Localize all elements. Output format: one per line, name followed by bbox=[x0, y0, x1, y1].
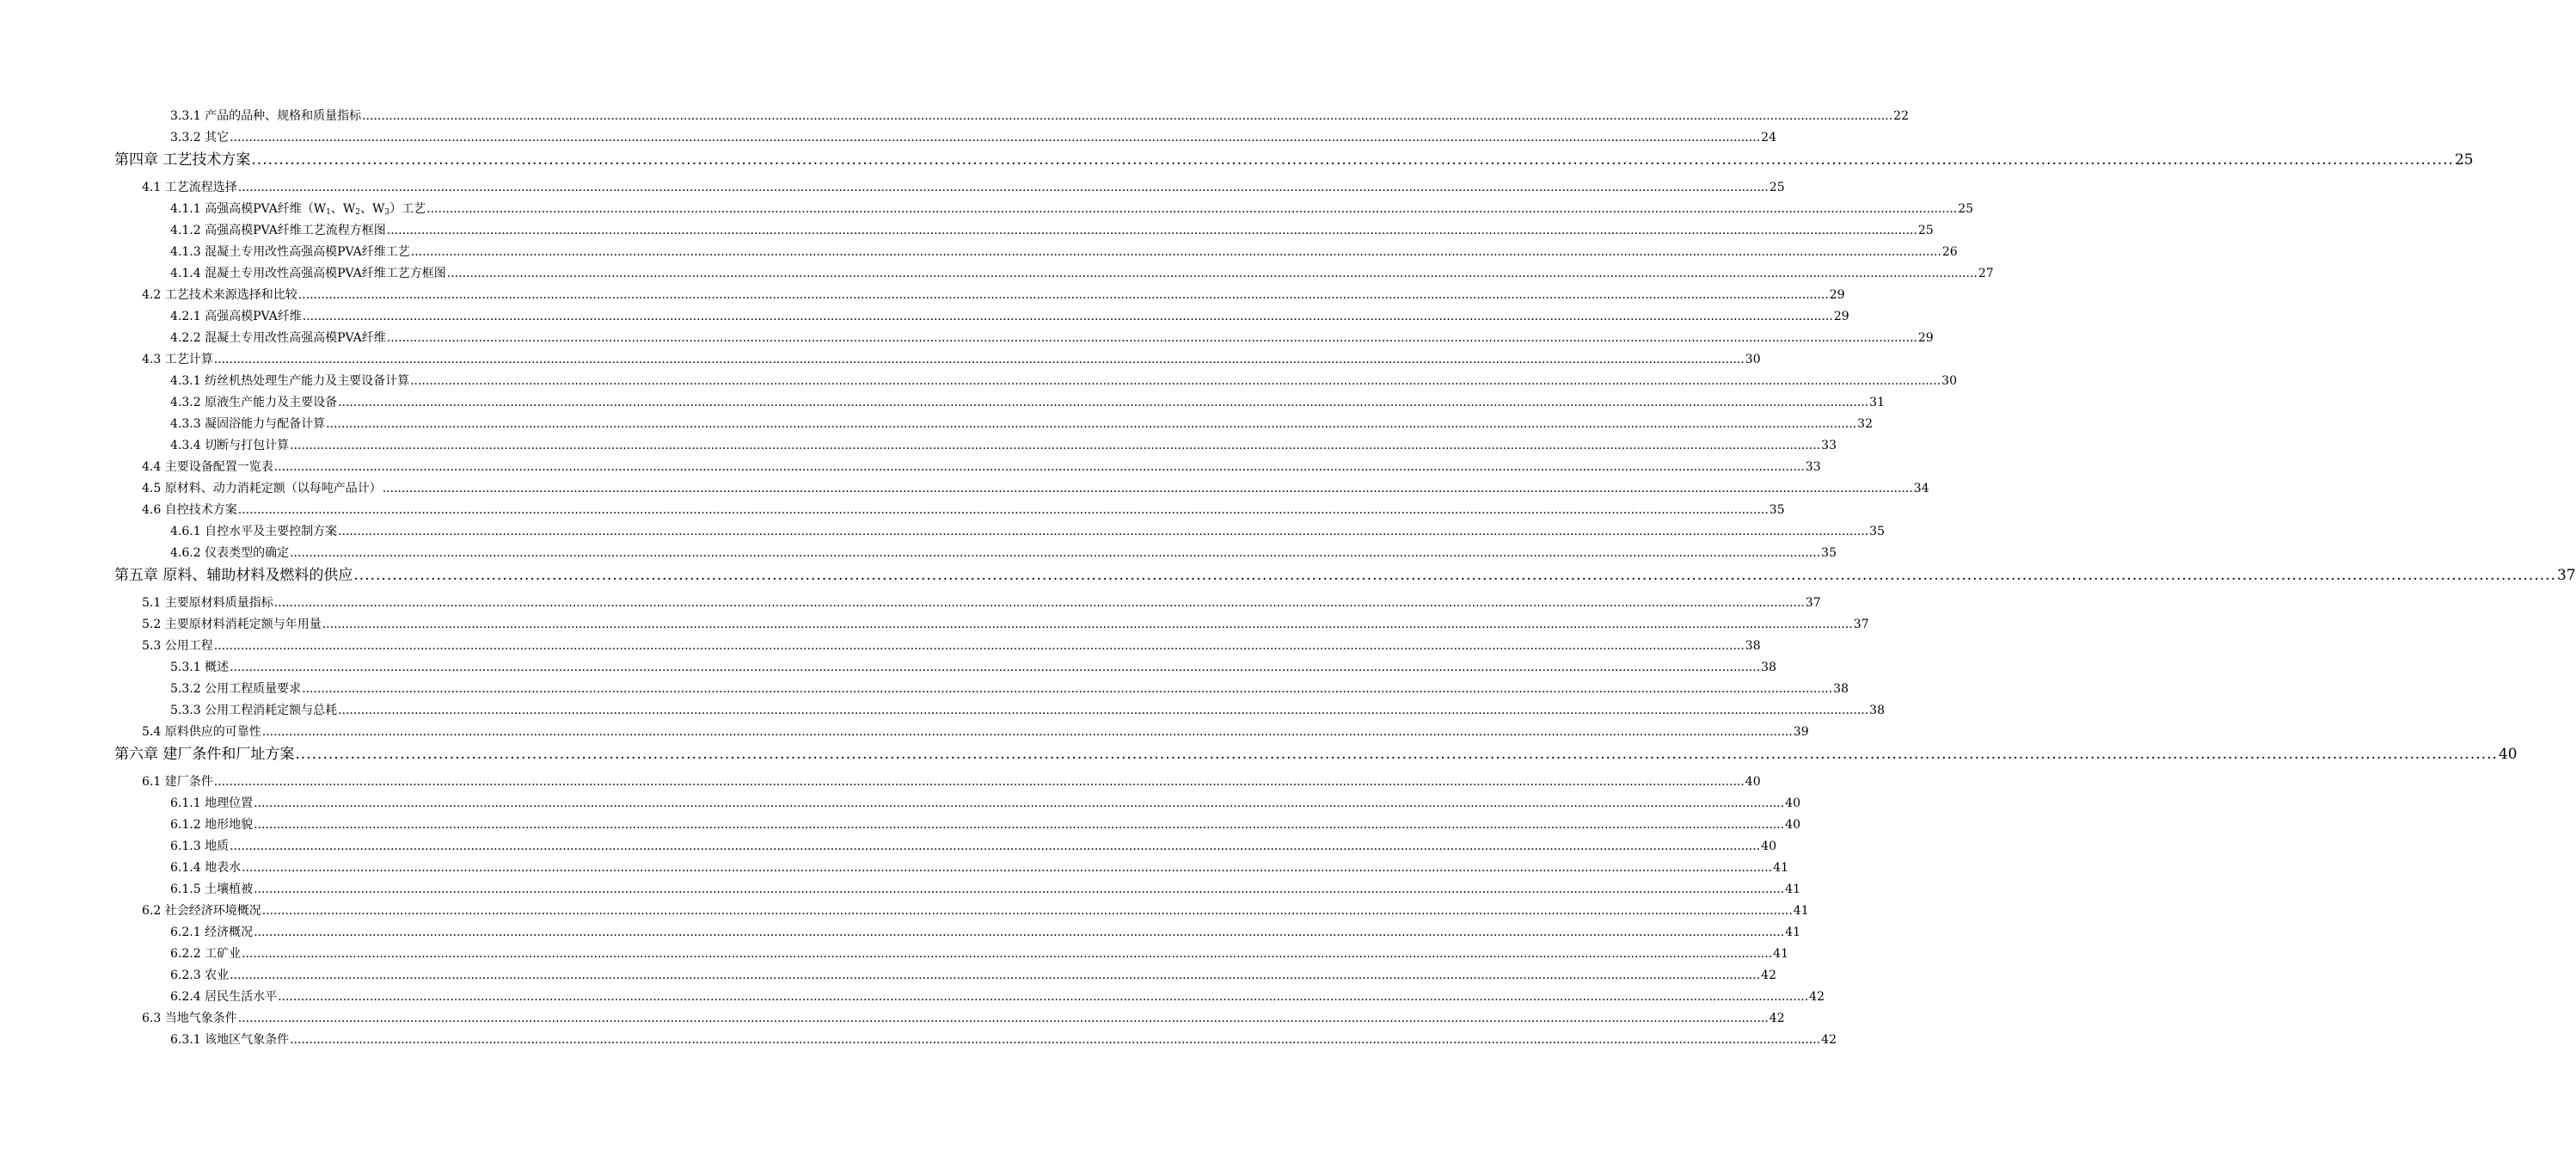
toc-page-number: 37 bbox=[1805, 596, 1821, 610]
toc-entry[interactable] bbox=[170, 131, 1776, 144]
toc-page-number: 34 bbox=[1913, 482, 1929, 495]
toc-page-number: 24 bbox=[1761, 131, 1776, 144]
toc-leader-dots: ................................................................................................................................................................................................................................................................................................................................................................................................................ bbox=[362, 109, 1893, 123]
toc-entry-title: 5.2 主要原材料消耗定额与年用量 bbox=[142, 618, 322, 631]
toc-leader-dots: ................................................................................................................................................................................................................................................................................................................................................................................................................ bbox=[230, 839, 1761, 853]
toc-leader-dots: ................................................................................................................................................................................................................................................................................................................................................................................................................ bbox=[213, 775, 1745, 789]
toc-page-number: 32 bbox=[1857, 417, 1873, 431]
toc-leader-dots: ................................................................................................................................................................................................................................................................................................................................................................................................................ bbox=[295, 746, 2498, 763]
toc-entry[interactable] bbox=[170, 245, 1958, 259]
toc-page-number: 39 bbox=[1793, 725, 1809, 739]
toc-leader-dots: ................................................................................................................................................................................................................................................................................................................................................................................................................ bbox=[230, 968, 1761, 982]
toc-leader-dots: ................................................................................................................................................................................................................................................................................................................................................................................................................ bbox=[446, 267, 1978, 280]
toc-leader-dots: ................................................................................................................................................................................................................................................................................................................................................................................................................ bbox=[273, 460, 1805, 474]
toc-entry[interactable] bbox=[170, 947, 1788, 961]
toc-entry[interactable] bbox=[142, 904, 1809, 918]
toc-page-number: 41 bbox=[1785, 882, 1800, 896]
toc-entry[interactable] bbox=[142, 725, 1809, 739]
toc-chapter-entry[interactable] bbox=[114, 567, 2576, 584]
toc-entry[interactable] bbox=[170, 396, 1885, 409]
toc-page-number: 38 bbox=[1745, 639, 1761, 653]
toc-leader-dots: ................................................................................................................................................................................................................................................................................................................................................................................................................ bbox=[426, 202, 1958, 216]
toc-leader-dots: ................................................................................................................................................................................................................................................................................................................................................................................................................ bbox=[213, 353, 1745, 366]
toc-entry-title: 6.2.4 居民生活水平 bbox=[170, 990, 278, 1004]
toc-page-number: 25 bbox=[1917, 224, 1934, 237]
toc-page-number: 35 bbox=[1769, 503, 1785, 517]
toc-page-number: 40 bbox=[1785, 796, 1800, 810]
toc-entry-title: 5.3.1 概述 bbox=[170, 661, 230, 674]
toc-entry-title: 6.1.1 地理位置 bbox=[170, 796, 254, 810]
toc-entry[interactable] bbox=[170, 310, 1849, 323]
toc-page-number: 33 bbox=[1805, 460, 1821, 474]
toc-leader-dots: ................................................................................................................................................................................................................................................................................................................................................................................................................ bbox=[322, 618, 1853, 631]
toc-entry[interactable] bbox=[142, 353, 1761, 366]
toc-entry-title: 4.6.2 仪表类型的确定 bbox=[170, 546, 290, 560]
toc-entry[interactable] bbox=[142, 775, 1761, 789]
toc-entry-title: 4.4 主要设备配置一览表 bbox=[142, 460, 273, 474]
toc-leader-dots: ................................................................................................................................................................................................................................................................................................................................................................................................................ bbox=[290, 1033, 1821, 1047]
toc-page-number: 29 bbox=[1833, 310, 1849, 323]
toc-entry-title: 6.1.4 地表水 bbox=[170, 861, 242, 875]
toc-entry[interactable] bbox=[170, 202, 1974, 217]
toc-leader-dots: ................................................................................................................................................................................................................................................................................................................................................................................................................ bbox=[261, 725, 1793, 739]
toc-entry-title: 4.3 工艺计算 bbox=[142, 353, 213, 366]
toc-page-number: 35 bbox=[1821, 546, 1837, 560]
toc-leader-dots: ................................................................................................................................................................................................................................................................................................................................................................................................................ bbox=[278, 990, 1809, 1004]
toc-entry-title: 6.2.1 经济概况 bbox=[170, 925, 254, 939]
toc-entry[interactable] bbox=[170, 546, 1837, 560]
toc-leader-dots: ................................................................................................................................................................................................................................................................................................................................................................................................................ bbox=[382, 482, 1913, 495]
toc-entry-title: 3.3.2 其它 bbox=[170, 131, 230, 144]
toc-page-number: 42 bbox=[1761, 968, 1776, 982]
toc-entry-title: 6.2.3 农业 bbox=[170, 968, 230, 982]
toc-leader-dots: ................................................................................................................................................................................................................................................................................................................................................................................................................ bbox=[242, 947, 1773, 961]
toc-entry[interactable] bbox=[170, 417, 1873, 431]
toc-entry[interactable] bbox=[170, 374, 1957, 388]
toc-leader-dots: ................................................................................................................................................................................................................................................................................................................................................................................................................ bbox=[326, 417, 1857, 431]
toc-entry[interactable] bbox=[170, 331, 1934, 345]
toc-entry-title: 4.6 自控技术方案 bbox=[142, 503, 237, 517]
toc-leader-dots: ................................................................................................................................................................................................................................................................................................................................................................................................................ bbox=[302, 310, 1833, 323]
toc-page-number: 38 bbox=[1761, 661, 1776, 674]
toc-leader-dots: ................................................................................................................................................................................................................................................................................................................................................................................................................ bbox=[230, 661, 1761, 674]
toc-entry-title: 6.2 社会经济环境概况 bbox=[142, 904, 261, 918]
toc-leader-dots: ................................................................................................................................................................................................................................................................................................................................................................................................................ bbox=[410, 245, 1941, 259]
toc-page-number: 41 bbox=[1785, 925, 1800, 939]
toc-entry-title: 6.3.1 该地区气象条件 bbox=[170, 1033, 290, 1047]
toc-page-number: 40 bbox=[1785, 818, 1800, 832]
toc-entry-title: 4.6.1 自控水平及主要控制方案 bbox=[170, 525, 338, 538]
toc-leader-dots: ................................................................................................................................................................................................................................................................................................................................................................................................................ bbox=[254, 882, 1785, 896]
toc-leader-dots: ................................................................................................................................................................................................................................................................................................................................................................................................................ bbox=[254, 925, 1785, 939]
toc-page-number: 31 bbox=[1869, 396, 1885, 409]
toc-leader-dots: ................................................................................................................................................................................................................................................................................................................................................................................................................ bbox=[290, 439, 1821, 452]
toc-leader-dots: ................................................................................................................................................................................................................................................................................................................................................................................................................ bbox=[297, 288, 1829, 302]
toc-page-number: 33 bbox=[1821, 439, 1837, 452]
toc-entry[interactable] bbox=[170, 109, 1909, 123]
toc-entry-title: 5.3.3 公用工程消耗定额与总耗 bbox=[170, 704, 338, 717]
toc-entry[interactable] bbox=[170, 661, 1776, 674]
toc-leader-dots: ................................................................................................................................................................................................................................................................................................................................................................................................................ bbox=[251, 151, 2454, 169]
toc-entry[interactable] bbox=[170, 968, 1776, 982]
toc-entry-title: 第四章 工艺技术方案 bbox=[114, 151, 251, 169]
toc-entry[interactable] bbox=[170, 990, 1825, 1004]
toc-chapter-entry[interactable] bbox=[114, 746, 2518, 763]
toc-leader-dots: ................................................................................................................................................................................................................................................................................................................................................................................................................ bbox=[338, 704, 1869, 717]
toc-leader-dots: ................................................................................................................................................................................................................................................................................................................................................................................................................ bbox=[353, 567, 2556, 584]
toc-page-number: 25 bbox=[2454, 151, 2474, 169]
toc-entry-title: 6.2.2 工矿业 bbox=[170, 947, 242, 961]
toc-leader-dots: ................................................................................................................................................................................................................................................................................................................................................................................................................ bbox=[237, 1012, 1769, 1025]
toc-entry-title: 4.3.3 凝固浴能力与配备计算 bbox=[170, 417, 326, 431]
toc-entry-title: 4.3.1 纺丝机热处理生产能力及主要设备计算 bbox=[170, 374, 410, 388]
toc-entry-title: 4.5 原材料、动力消耗定额（以每吨产品计） bbox=[142, 482, 382, 495]
toc-leader-dots: ................................................................................................................................................................................................................................................................................................................................................................................................................ bbox=[302, 682, 1833, 696]
toc-entry[interactable] bbox=[142, 288, 1845, 302]
toc-leader-dots: ................................................................................................................................................................................................................................................................................................................................................................................................................ bbox=[410, 374, 1941, 388]
toc-entry-title: 第六章 建厂条件和厂址方案 bbox=[114, 746, 295, 763]
toc-entry-title: 6.1.5 土壤植被 bbox=[170, 882, 254, 896]
toc-entry-title: 4.2 工艺技术来源选择和比较 bbox=[142, 288, 297, 302]
toc-entry[interactable] bbox=[142, 503, 1785, 517]
toc-leader-dots: ................................................................................................................................................................................................................................................................................................................................................................................................................ bbox=[242, 861, 1773, 875]
toc-entry-title: 4.1.3 混凝土专用改性高强高模PVA纤维工艺 bbox=[170, 245, 410, 259]
toc-entry-title: 5.1 主要原材料质量指标 bbox=[142, 596, 273, 610]
toc-page-number: 41 bbox=[1773, 861, 1788, 875]
toc-entry-title: 6.1 建厂条件 bbox=[142, 775, 213, 789]
toc-page-number: 30 bbox=[1941, 374, 1957, 388]
toc-entry[interactable] bbox=[170, 1033, 1837, 1047]
toc-leader-dots: ................................................................................................................................................................................................................................................................................................................................................................................................................ bbox=[386, 331, 1917, 345]
toc-page-number: 25 bbox=[1769, 181, 1785, 194]
toc-leader-dots: ................................................................................................................................................................................................................................................................................................................................................................................................................ bbox=[273, 596, 1805, 610]
toc-leader-dots: ................................................................................................................................................................................................................................................................................................................................................................................................................ bbox=[338, 396, 1869, 409]
toc-entry[interactable] bbox=[142, 596, 1821, 610]
toc-entry[interactable] bbox=[170, 224, 1934, 237]
toc-leader-dots: ................................................................................................................................................................................................................................................................................................................................................................................................................ bbox=[261, 904, 1793, 918]
toc-leader-dots: ................................................................................................................................................................................................................................................................................................................................................................................................................ bbox=[237, 181, 1769, 194]
toc-page-number: 40 bbox=[1745, 775, 1761, 789]
toc-page-number: 42 bbox=[1821, 1033, 1837, 1047]
toc-entry-title: 5.4 原料供应的可靠性 bbox=[142, 725, 261, 739]
toc-entry-title: 4.2.2 混凝土专用改性高强高模PVA纤维 bbox=[170, 331, 386, 345]
toc-entry-title: 4.1.4 混凝土专用改性高强高模PVA纤维工艺方框图 bbox=[170, 267, 446, 280]
toc-entry[interactable] bbox=[170, 796, 1800, 810]
toc-page-number: 40 bbox=[1761, 839, 1776, 853]
toc-page-number: 30 bbox=[1745, 353, 1761, 366]
toc-leader-dots: ................................................................................................................................................................................................................................................................................................................................................................................................................ bbox=[386, 224, 1917, 237]
toc-entry[interactable] bbox=[170, 682, 1849, 696]
toc-leader-dots: ................................................................................................................................................................................................................................................................................................................................................................................................................ bbox=[290, 546, 1821, 560]
toc-entry[interactable] bbox=[170, 704, 1885, 717]
toc-page-number: 26 bbox=[1941, 245, 1958, 259]
toc-entry-title: 6.1.3 地质 bbox=[170, 839, 230, 853]
toc-leader-dots: ................................................................................................................................................................................................................................................................................................................................................................................................................ bbox=[254, 796, 1785, 810]
toc-entry-title: 4.3.4 切断与打包计算 bbox=[170, 439, 290, 452]
toc-leader-dots: ................................................................................................................................................................................................................................................................................................................................................................................................................ bbox=[338, 525, 1869, 538]
toc-entry-title: 5.3 公用工程 bbox=[142, 639, 213, 653]
toc-entry[interactable] bbox=[170, 818, 1800, 832]
toc-entry[interactable] bbox=[170, 839, 1776, 853]
toc-page-number: 27 bbox=[1978, 267, 1994, 280]
toc-entry[interactable] bbox=[142, 1012, 1785, 1025]
toc-entry[interactable] bbox=[170, 525, 1885, 538]
toc-entry-title: 3.3.1 产品的品种、规格和质量指标 bbox=[170, 109, 362, 123]
toc-entry[interactable] bbox=[142, 482, 1929, 495]
toc-entry-title: 4.1 工艺流程选择 bbox=[142, 181, 237, 194]
toc-entry[interactable] bbox=[170, 861, 1788, 875]
toc-entry-title: 6.1.2 地形地貌 bbox=[170, 818, 254, 832]
toc-page-number: 41 bbox=[1793, 904, 1809, 918]
toc-page-number: 38 bbox=[1833, 682, 1849, 696]
toc-entry[interactable] bbox=[170, 882, 1800, 896]
toc-entry-title: 6.3 当地气象条件 bbox=[142, 1012, 237, 1025]
toc-leader-dots: ................................................................................................................................................................................................................................................................................................................................................................................................................ bbox=[230, 131, 1761, 144]
toc-entry[interactable] bbox=[170, 267, 1994, 280]
toc-entry[interactable] bbox=[142, 618, 1869, 631]
toc-chapter-entry[interactable] bbox=[114, 151, 2474, 169]
toc-entry-title: 5.3.2 公用工程质量要求 bbox=[170, 682, 302, 696]
toc-entry-title: 4.3.2 原液生产能力及主要设备 bbox=[170, 396, 338, 409]
toc-page-number: 42 bbox=[1769, 1012, 1785, 1025]
toc-page-number: 41 bbox=[1773, 947, 1788, 961]
toc-entry-title: 4.1.1 高强高模PVA纤维（$W_1$、$W_2$、$W_3$）工艺 bbox=[170, 202, 426, 217]
toc-leader-dots: ................................................................................................................................................................................................................................................................................................................................................................................................................ bbox=[213, 639, 1745, 653]
toc-leader-dots: ................................................................................................................................................................................................................................................................................................................................................................................................................ bbox=[237, 503, 1769, 517]
toc-page-number: 22 bbox=[1893, 109, 1909, 123]
toc-page-number: 29 bbox=[1917, 331, 1934, 345]
toc-page-number: 25 bbox=[1958, 202, 1974, 216]
toc-page-number: 29 bbox=[1829, 288, 1845, 302]
toc-page-number: 35 bbox=[1869, 525, 1885, 538]
toc-leader-dots: ................................................................................................................................................................................................................................................................................................................................................................................................................ bbox=[254, 818, 1785, 832]
toc-entry[interactable] bbox=[170, 439, 1837, 452]
toc-page-number: 42 bbox=[1809, 990, 1825, 1004]
toc-page-number: 40 bbox=[2498, 746, 2518, 763]
toc-entry[interactable] bbox=[170, 925, 1800, 939]
toc-entry-title: 第五章 原料、辅助材料及燃料的供应 bbox=[114, 567, 353, 584]
toc-entry[interactable] bbox=[142, 181, 1785, 194]
toc-entry[interactable] bbox=[142, 460, 1821, 474]
toc-page-number: 37 bbox=[2556, 567, 2576, 584]
toc-entry-title: 4.2.1 高强高模PVA纤维 bbox=[170, 310, 302, 323]
toc-entry[interactable] bbox=[142, 639, 1761, 653]
toc-page-number: 38 bbox=[1869, 704, 1885, 717]
toc-entry-title: 4.1.2 高强高模PVA纤维工艺流程方框图 bbox=[170, 224, 386, 237]
toc-page-number: 37 bbox=[1853, 618, 1869, 631]
